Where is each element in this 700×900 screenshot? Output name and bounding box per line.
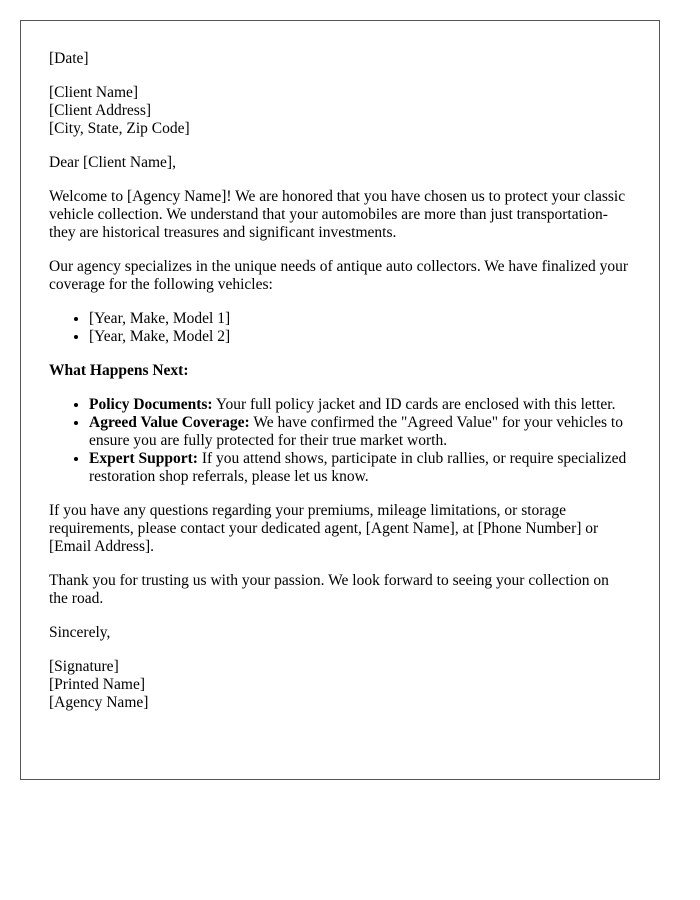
recipient-address-block: [49, 84, 631, 138]
vehicle-list-item: • [Year, Make, Model 2]: [89, 328, 631, 346]
coverage-intro-paragraph: Our agency specializes in the unique needs of antique auto collectors. We have finalized your coverage for the following vehicles:: [49, 258, 629, 293]
questions-paragraph: If you have any questions regarding your premiums, mileage limitations, or storage requirements, please contact your dedicated agent, [Agent Name], at [Phone Number] or [Email Address].: [49, 502, 599, 555]
closing-paragraph: Thank you for trusting us with your passion. We look forward to seeing your collection on the road.: [49, 572, 609, 607]
signature: [Signature]: [49, 658, 119, 675]
vehicle-list-item: • [Year, Make, Model 1]: [89, 310, 631, 328]
next-step-expert-support: [89, 450, 631, 486]
intro-paragraph: Welcome to [Agency Name]! We are honored that you have chosen us to protect your classic vehicle collection. We understand that your automobiles are more than just transportation-they are historical treasures and significant investments.: [49, 188, 626, 241]
next-step-agreed-value: [89, 414, 631, 450]
next-step-label: Policy Documents:: [89, 396, 213, 413]
next-step-text: If you attend shows, participate in club rallies, or require specialized restoration shop referrals, please let us know.: [89, 450, 627, 485]
next-step-policy-documents: [89, 396, 631, 414]
letter-page: [20, 20, 660, 780]
recipient-city-state-zip: [City, State, Zip Code]: [49, 120, 190, 137]
next-step-label: Expert Support:: [89, 450, 198, 467]
recipient-name: [Client Name]: [49, 84, 139, 101]
printed-name: [Printed Name]: [49, 676, 145, 693]
signature-block: [49, 658, 631, 712]
agency-name: [Agency Name]: [49, 694, 149, 711]
next-step-text: We have confirmed the "Agreed Value" for your vehicles to ensure you are fully protected for their true market worth.: [89, 414, 623, 449]
salutation: Dear [Client Name],: [49, 154, 176, 171]
next-steps-list: [49, 396, 631, 486]
vehicle-list: [49, 310, 631, 346]
next-step-text: Your full policy jacket and ID cards are enclosed with this letter.: [212, 396, 616, 413]
sign-off: Sincerely,: [49, 624, 111, 641]
next-step-label: Agreed Value Coverage:: [89, 414, 250, 431]
next-steps-heading: What Happens Next:: [49, 362, 189, 379]
recipient-address: [Client Address]: [49, 102, 152, 119]
letter-date: [Date]: [49, 50, 89, 67]
